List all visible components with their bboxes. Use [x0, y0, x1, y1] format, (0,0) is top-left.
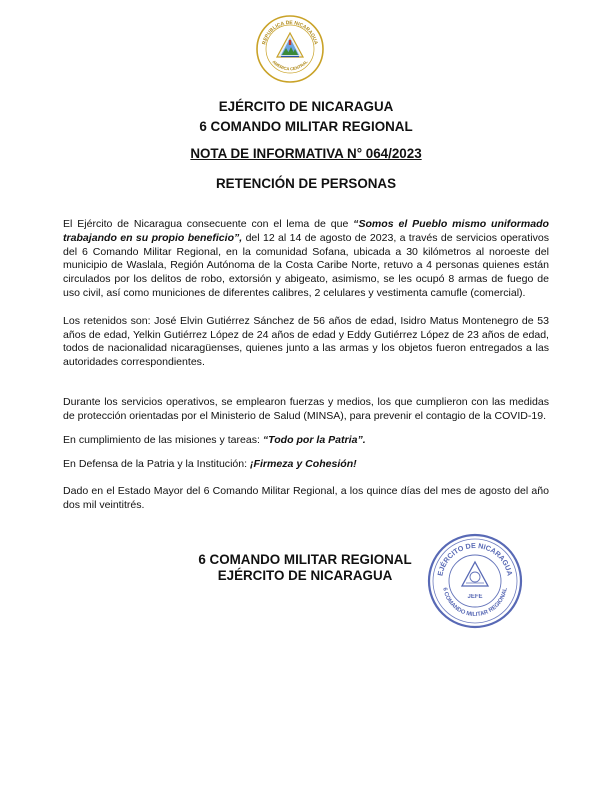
paragraph-2: Los retenidos son: José Elvin Gutiérrez Sánchez de 56 años de edad, Isidro Matus Montenegro de 53 años de edad, Yelkin Gutiérrez López de 24 años de edad y Eddy Gutiérrez López de 23 años de edad, todos de nacionalidad nicaragüenses, quienes junto a las armas y los objetos fueron entregados a las autoridades correspondientes. [63, 314, 549, 369]
paragraph-1 [63, 218, 549, 301]
official-stamp-icon [426, 532, 524, 630]
stamp-center-label: JEFE [467, 594, 483, 600]
seal-ring-text-bottom: AMERICA CENTRAL [271, 59, 309, 72]
paragraph-5-lead: En Defensa de la Patria y la Institución: [63, 458, 251, 471]
document-body [63, 218, 549, 513]
signature-institution: EJÉRCITO DE NICARAGUA [217, 568, 393, 583]
paragraph-5 [63, 458, 549, 472]
stamp-ring-text-bottom: 6 COMANDO MILITAR REGIONAL [441, 587, 509, 619]
seal-ring-text-top: REPUBLICA DE NICARAGUA [261, 19, 319, 46]
stamp-ring-text-top: EJÉRCITO DE NICARAGUA [435, 540, 515, 577]
command-name: 6 COMANDO MILITAR REGIONAL [199, 119, 413, 134]
institution-name: EJÉRCITO DE NICARAGUA [218, 99, 394, 114]
signature-command: 6 COMANDO MILITAR REGIONAL [198, 552, 412, 567]
paragraph-6: Dado en el Estado Mayor del 6 Comando Militar Regional, a los quince días del mes de agosto del año dos mil veintitrés. [63, 485, 549, 511]
note-number: NOTA DE INFORMATIVA N° 064/2023 [190, 146, 422, 161]
document-header [0, 97, 612, 164]
paragraph-4 [63, 434, 549, 448]
motto-todo-por-la-patria: “Todo por la Patria”. [262, 433, 366, 446]
paragraph-1-rest: del 12 al 14 de agosto de 2023, a través de servicios operativos del 6 Comando Militar Regional, en la comunidad Sofana, ubicada a 30 kilómetros al noroeste del municipio de Waslala, Región Autónoma de la Costa Caribe Norte, retuvo a 4 personas quienes están circulados por los delitos de robo, extorsión y abigeato, asimismo, se les ocupó 8 armas de fuego de uso civil, así como municiones de diferentes calibres, 2 celulares y vestimenta camufle (comercial). [63, 231, 549, 299]
motto-firmeza-y-cohesion: ¡Firmeza y Cohesión! [250, 458, 357, 471]
coat-of-arms-seal-icon [255, 14, 325, 84]
paragraph-4-lead: En cumplimiento de las misiones y tareas: [63, 433, 263, 446]
paragraph-1-lead: El Ejército de Nicaragua consecuente con el lema de que [63, 218, 354, 230]
signature-block [170, 552, 440, 584]
note-subject: RETENCIÓN DE PERSONAS [215, 176, 397, 191]
paragraph-3: Durante los servicios operativos, se emplearon fuerzas y medios, los que cumplieron con las medidas de protección orientadas por el Ministerio de Salud (MINSA), para prevenir el contagio de la COVID-19. [63, 395, 549, 422]
institutional-motto: “Somos el Pueblo mismo uniformado trabajando en su propio beneficio”, [63, 218, 549, 244]
